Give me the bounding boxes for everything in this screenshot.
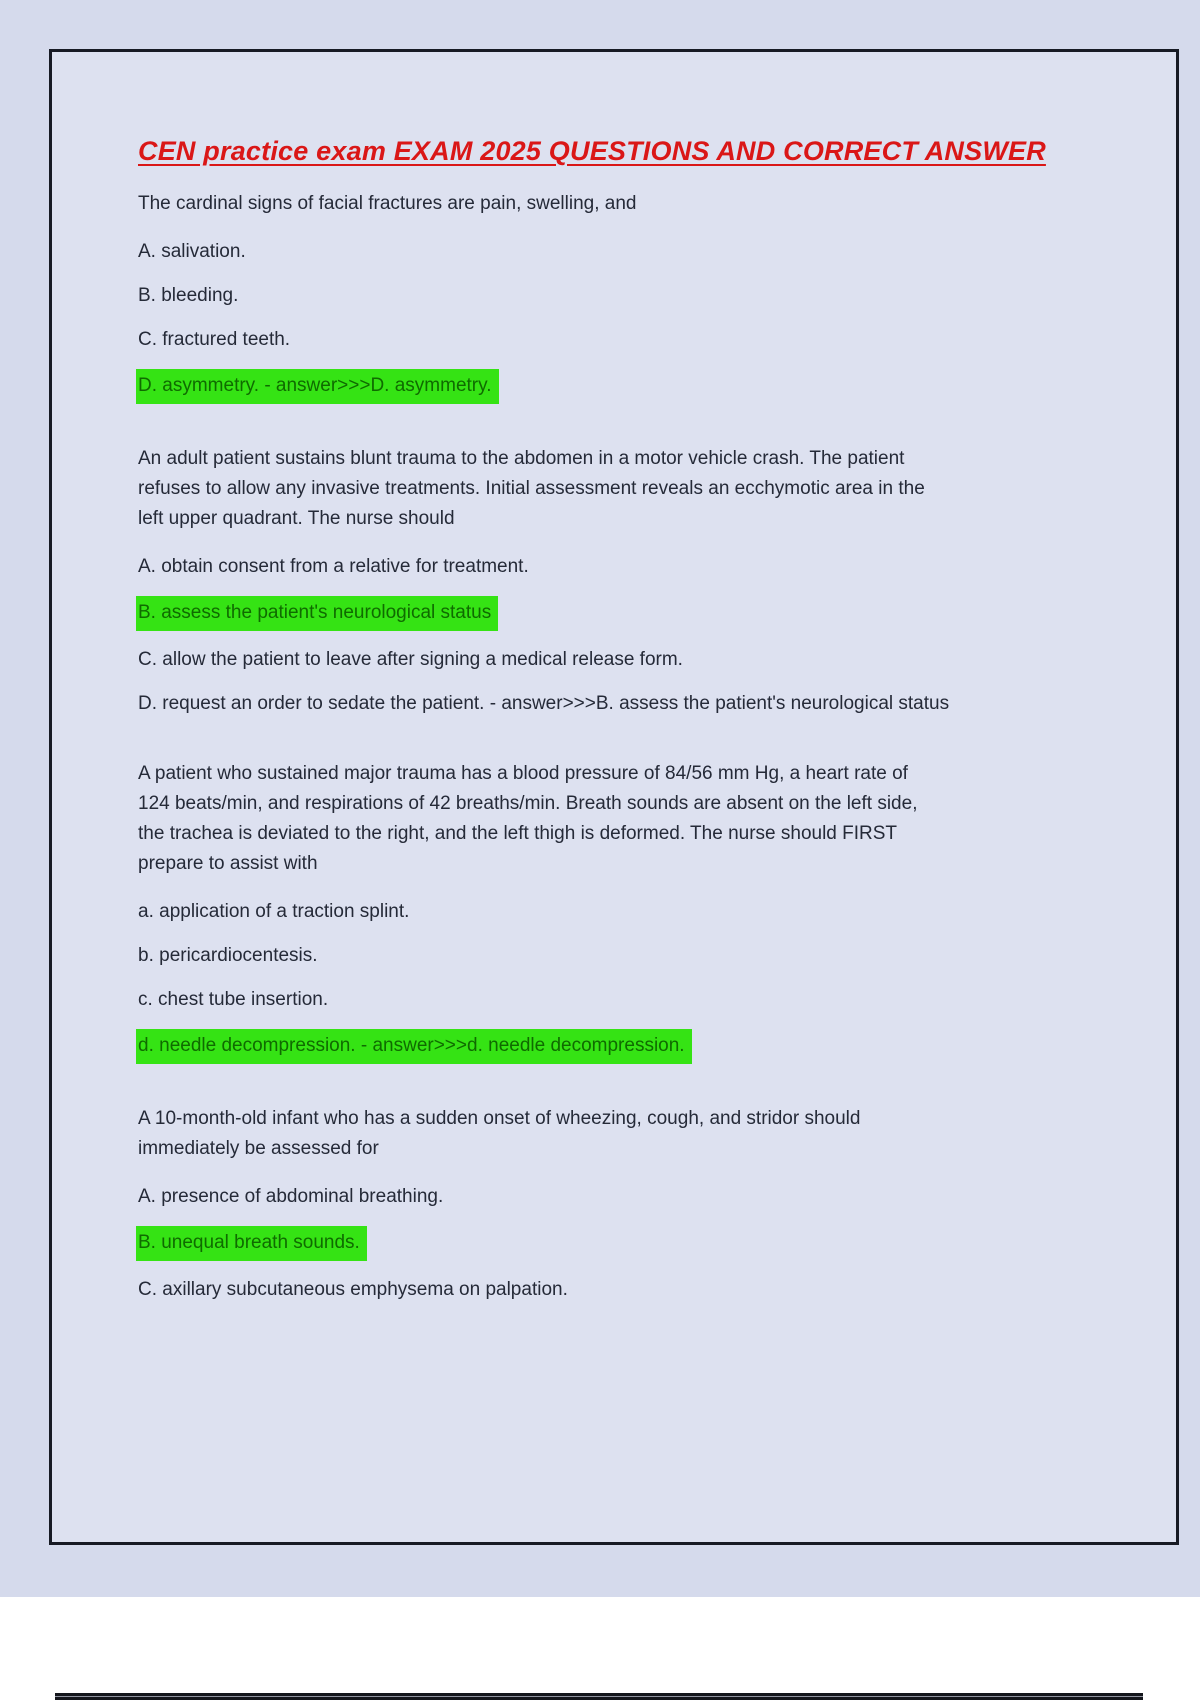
question-stem-line: refuses to allow any invasive treatments. Initial assessment reveals an ecchymotic area in the bbox=[138, 478, 925, 499]
correct-answer-highlight: d. needle decompression. - answer>>>d. needle decompression. bbox=[136, 1029, 692, 1064]
correct-answer-highlight: B. assess the patient's neurological status bbox=[136, 596, 498, 631]
question-stem bbox=[138, 1104, 1136, 1164]
question-stem bbox=[138, 759, 1136, 879]
question-stem-line: The cardinal signs of facial fractures are pain, swelling, and bbox=[138, 193, 637, 214]
document-page bbox=[49, 49, 1179, 1545]
answer-option bbox=[138, 596, 1136, 631]
next-page-top-border bbox=[55, 1693, 1143, 1700]
answer-option bbox=[138, 1029, 1136, 1064]
question-stem-line: immediately be assessed for bbox=[138, 1138, 379, 1159]
answer-option: D. request an order to sedate the patient. - answer>>>B. assess the patient's neurological status bbox=[138, 693, 950, 714]
answer-option: B. bleeding. bbox=[138, 285, 239, 306]
correct-answer-highlight: B. unequal breath sounds. bbox=[136, 1226, 367, 1261]
question-stem bbox=[138, 444, 1136, 534]
answer-option: b. pericardiocentesis. bbox=[138, 945, 318, 966]
answer-option bbox=[138, 1226, 1136, 1261]
question-stem-line: the trachea is deviated to the right, and the left thigh is deformed. The nurse should FIRST bbox=[138, 823, 898, 844]
answer-option: A. obtain consent from a relative for treatment. bbox=[138, 556, 529, 577]
page-content bbox=[52, 52, 1176, 1305]
question-stem bbox=[138, 189, 1136, 219]
questions-container bbox=[138, 189, 1136, 1305]
document-title: CEN practice exam EXAM 2025 QUESTIONS AND CORRECT ANSWER bbox=[138, 136, 1046, 166]
answer-option: A. salivation. bbox=[138, 241, 246, 262]
answer-option: a. application of a traction splint. bbox=[138, 901, 410, 922]
question-stem-line: A 10-month-old infant who has a sudden onset of wheezing, cough, and stridor should bbox=[138, 1108, 861, 1129]
question-stem-line: prepare to assist with bbox=[138, 853, 318, 874]
answer-option: C. axillary subcutaneous emphysema on palpation. bbox=[138, 1279, 568, 1300]
question-stem-line: A patient who sustained major trauma has a blood pressure of 84/56 mm Hg, a heart rate of bbox=[138, 763, 908, 784]
answer-option: C. allow the patient to leave after signing a medical release form. bbox=[138, 649, 683, 670]
question-stem-line: 124 beats/min, and respirations of 42 breaths/min. Breath sounds are absent on the left side, bbox=[138, 793, 918, 814]
answer-option bbox=[138, 369, 1136, 404]
question-block bbox=[138, 1104, 1136, 1305]
question-block bbox=[138, 189, 1136, 404]
answer-option: C. fractured teeth. bbox=[138, 329, 291, 350]
question-block bbox=[138, 444, 1136, 719]
answer-option: A. presence of abdominal breathing. bbox=[138, 1186, 444, 1207]
question-stem-line: left upper quadrant. The nurse should bbox=[138, 508, 455, 529]
answer-option: c. chest tube insertion. bbox=[138, 989, 329, 1010]
correct-answer-highlight: D. asymmetry. - answer>>>D. asymmetry. bbox=[136, 369, 499, 404]
question-block bbox=[138, 759, 1136, 1064]
question-stem-line: An adult patient sustains blunt trauma to the abdomen in a motor vehicle crash. The patient bbox=[138, 448, 905, 469]
